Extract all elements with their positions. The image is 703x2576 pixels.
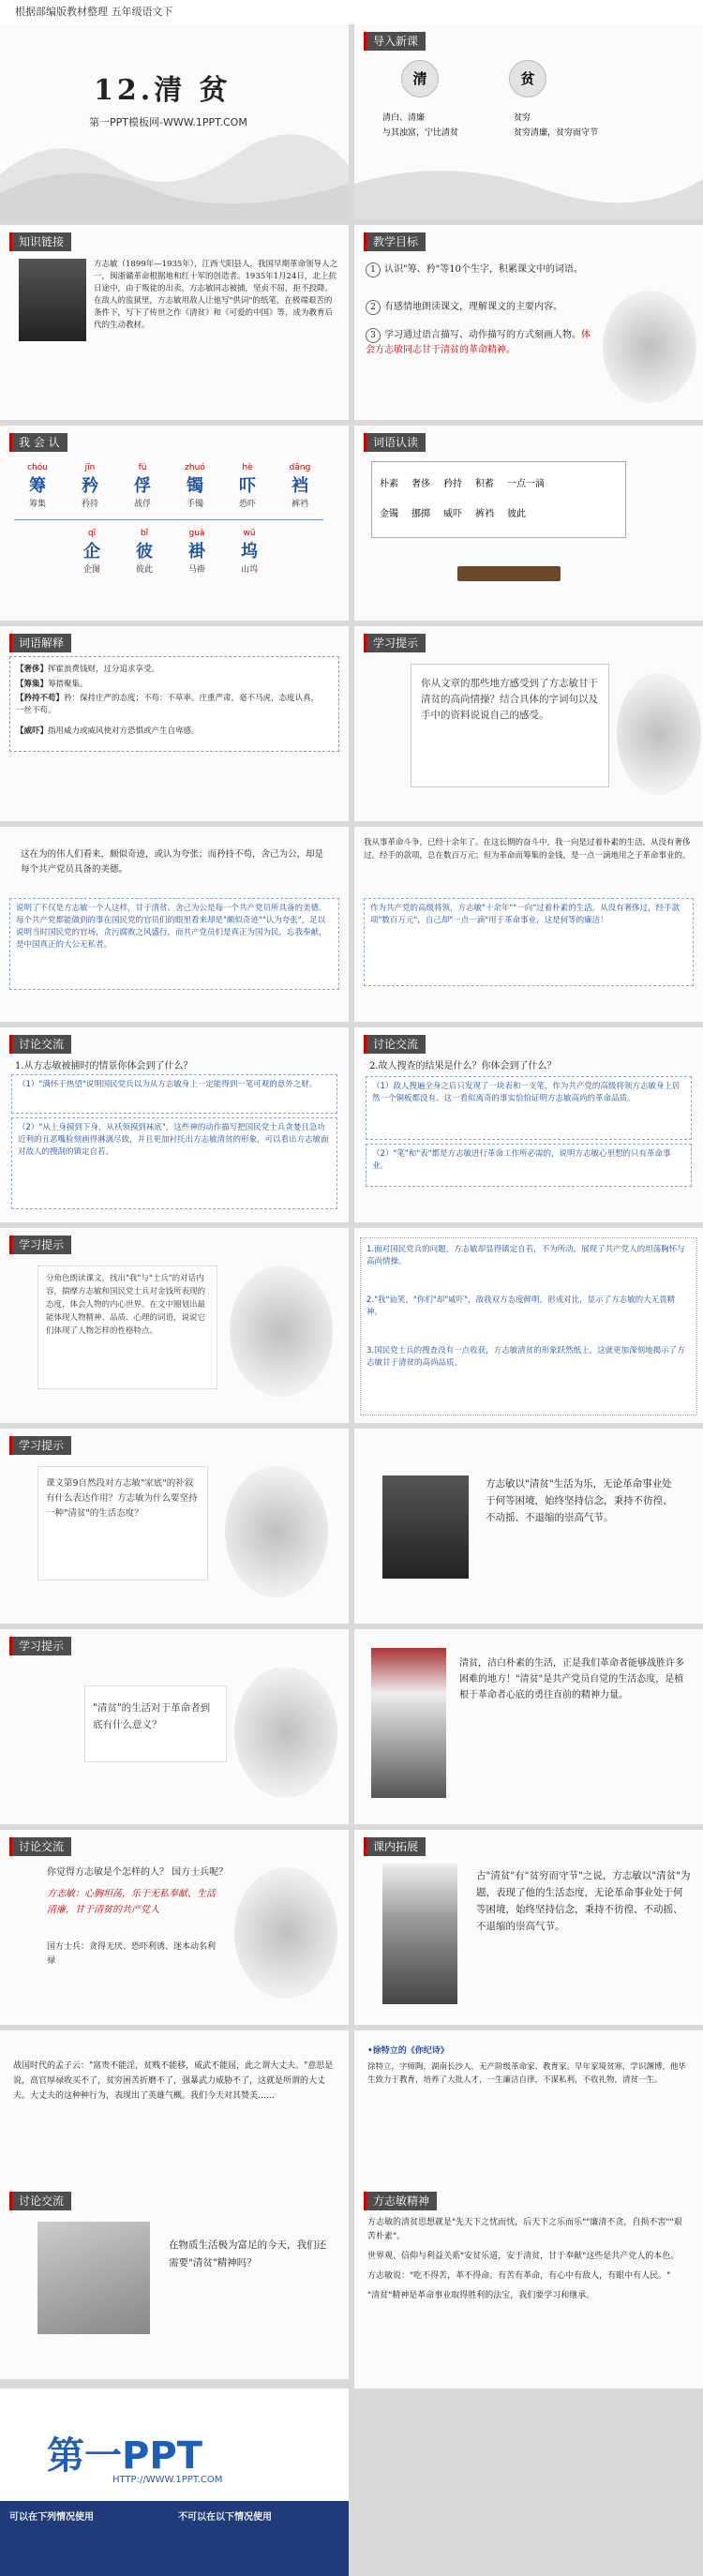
footer-col1-title: 可以在下列情况使用 [9, 2512, 94, 2523]
word: 矜持 [81, 500, 98, 509]
character: 俘 [134, 476, 151, 496]
slide-discussion-2[interactable] [354, 1027, 703, 1222]
char-card [64, 463, 116, 509]
slide-discussion-3[interactable] [0, 1830, 349, 2025]
answer-box-2 [11, 1117, 337, 1209]
word: 战俘 [133, 500, 151, 509]
scroll-decoration [457, 566, 561, 581]
pinyin: fú [138, 463, 147, 472]
portrait-fangzhimin [19, 259, 86, 341]
word: 手镯 [186, 500, 203, 509]
hint-box [411, 664, 609, 787]
reading-word: 金镯 [380, 509, 398, 519]
hint-box [37, 1266, 217, 1389]
pinyin: hè [242, 463, 253, 472]
char-circle-qing: 清 [401, 60, 439, 97]
word-line-2 [380, 505, 539, 519]
word: 企图 [82, 565, 100, 575]
point-2: 2."我"讪笑，"你们"却"威吓"，敌我双方态度鲜明，形成对比，显示了方志敏的大无畏精神。 [366, 1295, 676, 1317]
hint-text: 分角色朗读课文，找出"我"与"士兵"的对话内容，揣摩方志敏和国民党士兵对金钱所表现的态度，体会人物的内心世界。在文中圈划出最能体现人物精神、品质、心理的词语，说说它们体现了人物怎样的性格特点。 [46, 1274, 206, 1336]
answer-fang: 方志敏：心胸坦荡，乐于无私奉献、生活清廉，甘于清贫的共产党人 [47, 1889, 216, 1915]
goal-2 [366, 300, 591, 315]
word-box [371, 461, 626, 538]
summary-item-2: 世界观、信仰与利益关系"安贫乐道，安于清贫，甘于奉献"这些是共产党人的本色。 [367, 2252, 680, 2261]
answer-2: （2）"笔"和"表"都是方志敏进行革命工作所必需的，说明方志敏心里想的只有革命事业。 [372, 1149, 671, 1171]
goal-2-text: 有感情地朗读课文，理解课文的主要内容。 [384, 302, 562, 312]
statue-image [382, 1864, 457, 2004]
char-circle-pin: 贫 [509, 60, 546, 97]
def-1-text: 挥霍浪费钱财，过分追求享受。 [48, 665, 160, 674]
ink-plant-decoration [603, 291, 696, 403]
char-card [274, 463, 326, 509]
character: 镯 [187, 476, 203, 496]
answer-2: （2）"从上身摸到下身，从袄领摸到袜底"，这些神的动作描写把国民党士兵贪婪且急功近利的丑恶嘴脸刻画得淋漓尽致，并且更加衬托出方志敏清贫的形象，可以看出方志敏面对敌人的搜刮的镇定自若。 [18, 1123, 329, 1157]
char-card [116, 463, 169, 509]
def-3 [16, 693, 325, 717]
def-1 [16, 663, 159, 674]
pinyin: jīn [84, 463, 96, 472]
question: 2.故人搜查的结果是什么？你体会到了什么？ [369, 1061, 557, 1071]
word: 山坞 [240, 565, 258, 575]
slide-knowledge[interactable] [0, 225, 349, 420]
ink-plant-decoration [225, 1466, 328, 1597]
reading-word: 挪掷 [411, 509, 430, 519]
portrait-fangzhimin [382, 1475, 469, 1579]
definitions-box [9, 656, 339, 752]
def-4 [16, 725, 200, 736]
pinyin: zhuó [185, 463, 205, 472]
slide-title: 讨论交流 [9, 2192, 71, 2210]
point-3: 3.国民党士兵的搜查没有一点收获，方志敏清贫的形象跃然纸上，这就更加深刻地揭示了方志敏甘于清贫的高尚品质。 [366, 1346, 685, 1368]
question: 在物质生活极为富足的今天，我们还需要"清贫"精神吗？ [169, 2239, 326, 2269]
reading-word: 矜持 [443, 479, 462, 489]
extension-text: 古"清贫"有"贫穷而守节"之说，方志敏以"清贫"为题，表现了他的生活态度，无论革命事业处于何等困境，始终坚持信念，秉持不彷徨、不动摇、不退缩的崇高气节。 [476, 1870, 691, 1932]
char-card [223, 529, 276, 575]
slide-study-hint-3[interactable] [0, 1429, 349, 1624]
word-line-1 [380, 475, 558, 489]
footer-panel [0, 2501, 349, 2576]
char-card [66, 529, 118, 575]
spirit-text: 方志敏以"清贫"生活为乐，无论革命事业处于何等困境，始终坚持信念，秉持不彷徨、不动摇、不退缩的崇高气节。 [486, 1478, 673, 1523]
slide-study-hint-1[interactable] [354, 626, 703, 821]
word: 彼此 [135, 565, 153, 575]
char-card [171, 529, 223, 575]
goal-3-highlight: 体会方志敏同志甘于清贫的革命精神。 [366, 330, 591, 355]
footer-logo: 第一PPT [47, 2434, 202, 2478]
hint-text: "清贫"的生活对于革命者到底有什么意义？ [93, 1702, 211, 1730]
hint-text: 你从文章的那些地方感受到了方志敏甘于清贫的高尚情操？结合具体的字词句以及手中的资料说说自己的感受。 [421, 678, 598, 721]
slide-title: 学习提示 [364, 634, 426, 652]
character: 矜 [82, 476, 98, 496]
char-card [169, 463, 221, 509]
slide-text-analysis-2[interactable] [354, 827, 703, 1022]
answer-box-1 [11, 1074, 337, 1114]
page-header: 根据部编版教材整理 五年级语文下 [0, 0, 703, 24]
num-1-icon: 1 [366, 262, 381, 277]
character: 彼 [136, 542, 153, 562]
slide-definitions[interactable] [0, 626, 349, 821]
slide-extension[interactable] [354, 1830, 703, 2025]
slide-title: 导入新课 [364, 32, 426, 51]
slide-title: 我 会 认 [9, 433, 67, 452]
ink-plant-decoration [617, 673, 701, 795]
hint-box [84, 1685, 227, 1762]
character: 褂 [188, 542, 205, 562]
slide-title: 知识链接 [9, 232, 71, 251]
pinyin: guà [188, 529, 205, 538]
note-box [364, 898, 694, 986]
reading-word: 奢侈 [411, 479, 430, 489]
char-row-2 [66, 529, 281, 576]
reading-word: 朴素 [380, 479, 398, 489]
slide-title: 学习提示 [9, 1436, 71, 1455]
ink-plant-decoration [234, 1667, 337, 1798]
def-3-text: 矜：保持庄严的态度；不苟：不草率。庄重严肃，毫不马虎，态度认真，一丝不苟。 [16, 694, 320, 715]
word: 裤裆 [291, 500, 308, 509]
point-1: 1.面对国民党兵的问题，方志敏却显得镇定自若，不为所动，展现了共产党人的坦荡胸怀与高尚情操。 [366, 1245, 685, 1266]
reading-word: 裤裆 [475, 509, 494, 519]
pinyin: qī [87, 529, 97, 538]
num-2-icon: 2 [366, 300, 381, 315]
slide-fang-spirit[interactable] [354, 1429, 703, 1624]
summary-item-3: 方志敏说："吃不得苦，革不得命。有苦有革命，有心中有敌人，有眼中有人民。" [367, 2271, 671, 2281]
word: 筹集 [28, 500, 46, 509]
def-1-term: 【奢侈】 [16, 665, 49, 674]
word: 恐吓 [238, 500, 256, 509]
slide-analysis-points[interactable] [354, 1228, 703, 1423]
pinyin: bǐ [140, 529, 149, 538]
xu-text: 徐特立，字师陶，湖南长沙人，无产阶级革命家、教育家。早年家境贫寒，学识渊博，他毕生致力于教育，培养了大批人才，一生廉洁自律，不谋私利，不收礼物，清贫一生。 [367, 2062, 687, 2085]
word-pin-1: 贫穷 [514, 113, 531, 123]
def-3-term: 【矜持不苟】 [16, 694, 65, 703]
xu-heading: •徐特立的《你纪诗》 [367, 2046, 449, 2056]
quote-text: 这在为的伟人们看来，颇似奇迹，或认为夸张；而矜持不苟，舍己为公，却是每个共产党员具备的美德。 [21, 849, 324, 875]
def-2-term: 【筹集】 [16, 680, 49, 689]
answer-1: （1）敌人搜遍全身之后只发现了一块表和一支笔，作为共产党的高级将领方志敏身上居然一个铜板都没有。这一看似离奇的事实恰恰证明方志敏高尚的革命品质。 [372, 1082, 681, 1103]
char-card [221, 463, 274, 509]
character: 筹 [29, 476, 46, 496]
question: 1.从方志敏被捕时的情景你体会到了什么？ [15, 1061, 193, 1071]
word-qing-1: 清白、清廉 [382, 113, 426, 123]
slide-title: 讨论交流 [9, 1837, 71, 1856]
lesson-title: 12.清 贫 [94, 74, 232, 107]
answer-box-2 [366, 1144, 692, 1187]
reading-word: 威吓 [443, 509, 462, 519]
slide-poverty-meaning[interactable] [354, 1629, 703, 1824]
hint-box [37, 1466, 208, 1580]
word: 马褂 [187, 565, 205, 575]
slide-discussion-4[interactable] [0, 2184, 349, 2379]
note-box [9, 898, 339, 990]
char-row-1 [11, 463, 330, 510]
slide-title: 学习提示 [9, 1637, 71, 1655]
slide-title: 学习提示 [9, 1236, 71, 1254]
summary-item-4: "清贫"精神是革命事业取得胜利的法宝，我们要学习和继承。 [367, 2291, 595, 2300]
footer-url[interactable]: HTTP://WWW.1PPT.COM [112, 2475, 223, 2485]
summary-list [367, 2216, 690, 2303]
slide-summary[interactable] [354, 2184, 703, 2389]
slide-title: 词语认读 [364, 433, 426, 452]
word-pin-2: 贫穷清廉，贫穷而守节 [514, 128, 599, 138]
question: 你觉得方志敏是个怎样的人？ 国方士兵呢？ [47, 1867, 229, 1878]
character: 坞 [241, 542, 258, 562]
answer-box-1 [366, 1076, 692, 1140]
character: 企 [83, 542, 100, 562]
reading-word: 积蓄 [475, 479, 494, 489]
slide-goals[interactable] [354, 225, 703, 420]
num-3-icon: 3 [366, 328, 381, 343]
char-card [118, 529, 171, 575]
slide-intro[interactable] [354, 24, 703, 219]
note-text: 说明了不仅是方志敏一个人这样，甘于清贫、舍己为公是每一个共产党员所具备的美德。每个共产党都能做到的事在国民党的官员们的眼里看来却是"颇似奇迹""认为夸张"，足以说明当时国民党的官场，贪污腐败之风盛行，而共产党员们是真正为国为民，忘我奉献，是中国真正的大公无私者。 [16, 904, 327, 950]
goal-3 [366, 328, 591, 357]
footer-col2-title: 不可以在以下情况使用 [178, 2512, 272, 2523]
answer-1: （1）"满怀于热望"说明国民党兵以为从方志敏身上一定能得到一笔可观的意外之财。 [18, 1080, 318, 1089]
pinyin: dāng [289, 463, 311, 472]
manuscript-image [371, 1648, 446, 1798]
def-2 [16, 678, 88, 689]
reading-word: 一点一滴 [507, 479, 545, 489]
ink-plant-decoration [230, 1266, 333, 1397]
slide-discussion-1[interactable] [0, 1027, 349, 1222]
slide-text-analysis-1[interactable] [0, 827, 349, 1022]
def-4-text: 指用威力或威风使对方恐惧或产生自卑感。 [48, 726, 200, 736]
slide-title: 讨论交流 [9, 1035, 71, 1054]
char-card [11, 463, 64, 509]
mencius-text: 战国时代的孟子云："富贵不能淫，贫贱不能移，威武不能屈，此之谓大丈夫。"意思是说，高官厚禄收买不了，贫穷困苦折磨不了，强暴武力威胁不了，这就是所谓的大丈夫。大丈夫的这种种行为，表现出了英雄气概。我们今天对其赞美…… [13, 2061, 334, 2101]
pinyin: chóu [27, 463, 48, 472]
slide-study-hint-4[interactable] [0, 1629, 349, 1824]
pinyin: wū [243, 529, 256, 538]
answer-soldier: 国方士兵：贪得无厌、恐吓利诱、迷本动名利禄 [47, 1942, 217, 1966]
slide-word-reading[interactable] [354, 426, 703, 621]
meaning-text: 清贫，洁白朴素的生活，正是我们革命者能够战胜许多困难的地方！"清贫"是共产党员自觉的生活态度，是植根于革命者心底的勇往直前的精神力量。 [459, 1658, 684, 1700]
slide-study-hint-2[interactable] [0, 1228, 349, 1423]
slide-title: 课内拓展 [364, 1837, 426, 1856]
ink-plant-decoration [234, 1867, 337, 1999]
goal-1-text: 认识"筹、矜"等10个生字，积累课文中的词语。 [384, 264, 583, 275]
goal-3-text: 学习通过语言描写、动作描写的方式刻画人物。 [384, 330, 581, 340]
character: 裆 [292, 476, 308, 496]
quote-text: 我从事革命斗争，已经十余年了。在这长期的奋斗中，我一向是过着朴素的生活，从没有奢侈过。经手的款项，总在数百万元；但为革命而筹集的金钱，是一点一滴地用之于革命事业的。 [364, 838, 691, 861]
bio-text: 方志敏（1899年—1935年），江西弋阳县人，我国早期革命领导人之一，闽浙赣革命根据地和红十军的创造者。1935年1月24日，北上抗日途中，由于叛徒的出卖，方志敏同志被捕，坚贞不屈，拒不投降。在敌人的监狱里，方志敏用敌人让他写"供词"的纸笔，在极端艰苦的条件下，写下了传世之作《清贫》和《可爱的中国》等，成为教育后代的生动教材。 [94, 260, 338, 330]
sketch-image [37, 2222, 150, 2334]
watermark-text: 第一PPT模板网-WWW.1PPT.COM [89, 116, 247, 128]
word-qing-2: 与其浊富，宁比清贫 [382, 128, 459, 138]
character: 吓 [239, 476, 256, 496]
slide-title: 词语解释 [9, 634, 71, 652]
points-box [360, 1237, 697, 1415]
footer-slide[interactable] [0, 2389, 349, 2576]
hint-text: 课文第9自然段对方志敏"家底"的补叙有什么表达作用？方志敏为什么要坚持一种"清贫"的生活态度？ [46, 1478, 198, 1519]
def-4-term: 【威吓】 [16, 726, 49, 736]
slide-new-chars[interactable] [0, 426, 349, 621]
reading-word: 彼此 [507, 509, 526, 519]
goal-1 [366, 262, 591, 277]
def-2-text: 筹措聚集。 [48, 680, 88, 689]
slide-title: 教学目标 [364, 232, 426, 251]
summary-item-1: 方志敏的清贫思想就是"先天下之忧而忧，后天下之乐而乐""廉清不贪，自损不害""艰苦朴素"。 [367, 2218, 682, 2241]
slide-title: 方志敏精神 [364, 2192, 437, 2210]
divider [14, 519, 323, 520]
slide-title: 讨论交流 [364, 1035, 426, 1054]
slide-cover[interactable] [0, 24, 349, 219]
note-text: 作为共产党的高级将领，方志敏"十余年""一向"过着朴素的生活，从没有奢侈过，经手款项"数百万元"，自己却"一点一滴"用于革命事业，这是何等的廉洁！ [370, 904, 681, 925]
